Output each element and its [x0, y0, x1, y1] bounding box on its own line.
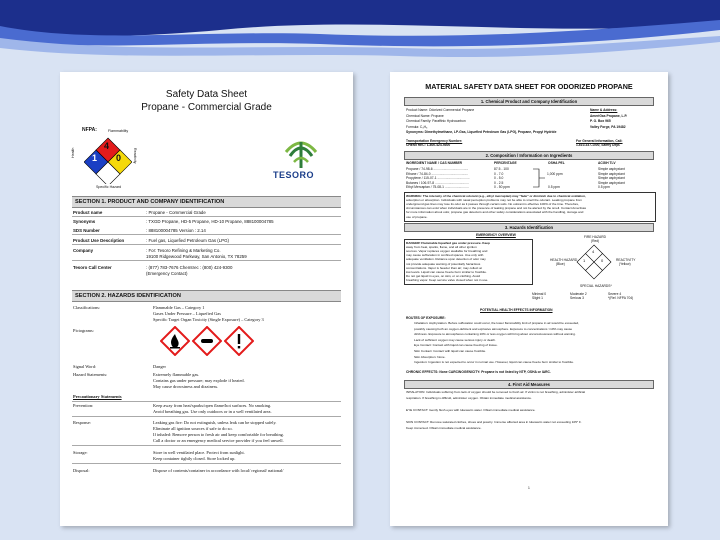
msds-section1-header: 1. Chemical Product and Company Identification [404, 97, 654, 106]
warning-line: use of propane. [406, 214, 428, 219]
hazard-statement-1: Extremely flammable gas. [153, 372, 200, 377]
response-1: Leaking gas fire: Do not extinguish, unless leak can be stopped safely. [153, 420, 277, 425]
ingredient-cell: 0 - 7.0 [494, 171, 504, 176]
row-divider [72, 216, 341, 217]
product-info-line: Chemical Family: Paraffinic Hydrocarbon [406, 119, 466, 123]
special-hazards-label: SPECIAL HAZARDS* [580, 284, 612, 288]
ingredient-cell: 0 - 2.5 [494, 180, 504, 185]
section1-row-value: : (877) 783-7676 Chemtrec : (800) 424-9300 [146, 265, 233, 270]
product-info-line: Synonyms: Dimethylmethane, LP-Gas, Liquefied Petroleum Gas (LPG), Propane, Propyl Hydride [406, 130, 557, 134]
danger-line: may cause suffocation in confined spaces. Use only with [406, 253, 484, 258]
sds-subtitle: Propane - Commercial Grade [141, 102, 272, 113]
ingredient-cell: Simple asphyxiant [598, 176, 625, 181]
first-aid-line: SKIN CONTACT: Remove saturated clothes, shoes and jewelry. Immerse affected area in lukewarm water not exceeding 105° F. [406, 420, 582, 424]
nfpa-reactivity-value: 0 [116, 153, 122, 163]
response-3: If inhaled: Remove person to fresh air and keep comfortable for breathing. [153, 432, 284, 437]
section1-header: SECTION 1. PRODUCT AND COMPANY IDENTIFICATION [72, 196, 341, 208]
hazard-statement-2: Contains gas under pressure; may explode if heated. [153, 378, 245, 383]
company-address-line: P. O. Box 965 [590, 119, 611, 123]
nfpa-specific-label: Specific Hazard [96, 185, 122, 189]
nfpa-health-label: Health [71, 147, 75, 158]
scale-ref: *(Ref. NFPA 704) [608, 296, 634, 300]
section1-row-key: SDS Number [73, 228, 100, 233]
route-exposure-line: Inhalation: Asphyxiation. Before suffocation could occur, the lower flammability limit of propane in air would be exceeded, [414, 321, 580, 325]
exclamation-pictogram-icon [224, 326, 254, 356]
section1-row-value: : Fuel gas, Liquefied Petroleum Gas (LPG) [146, 238, 229, 243]
section1-row-value: 19100 Ridgewood Parkway, San Antonio, TX 78259 [146, 254, 247, 259]
first-aid-line: INHALATION: Individuals suffering from lack of oxygen should be removed to fresh air. If victim is not breathing, administer artificial [406, 390, 586, 394]
msds-section4-header: 4. First Aid Measures [404, 380, 654, 389]
emergency-overview-label: EMERGENCY OVERVIEW [476, 233, 516, 237]
reactivity-value: 0 [601, 258, 604, 263]
row-divider [72, 260, 341, 261]
ingredient-cell: 1,000 ppm [547, 172, 563, 176]
warning-line: WARNING: The intensity of the chemical odorant (e.g., ethyl mercaptan) may "fade" or diminish due to chemical oxidation, [406, 194, 586, 198]
tesoro-logo-icon [282, 132, 320, 170]
hazard-statement-3: May cause drowsiness and dizziness. [153, 384, 219, 389]
ingredient-cell: Butanes / 106-97-8 ..................................... [406, 180, 469, 185]
signal-word-label: Signal Word: [73, 364, 97, 369]
danger-line: away from heat, sparks, flame, and all other ignition [406, 245, 477, 250]
section1-row-value: : TXGD Propane, HD-5 Propane, HD-10 Propane, 888100004785 [146, 219, 274, 224]
fire-hazard-label: FIRE HAZARD [584, 235, 606, 239]
company-address-line: Valley Forge, PA 19482 [590, 124, 626, 129]
route-exposure-line: Ingestion: Ingestion is not expected to occur in normal use. However, liquid can cause freeze burn similar to frostbite. [414, 360, 574, 365]
transport-emergency-label: Transportation Emergency Number: [406, 139, 463, 143]
ingredient-cell: 0 - 5.0 [494, 176, 504, 181]
page-number: 1 [528, 486, 530, 490]
ingredient-cell: 0.5 ppm [548, 185, 560, 190]
classification-3: Specific Target Organ Toxicity (Single Exposure) – Category 3 [153, 317, 264, 322]
ingredient-header: INGREDIENT NAME / CAS NUMBER [406, 161, 463, 165]
chronic-effects: CHRONIC EFFECTS: None CARCINOGENICITY: Propane is not listed by NTP, OSHA or IARC. [406, 370, 551, 374]
section1-row-value: : 888100004785 Version : 2.14 [146, 228, 206, 233]
first-aid-line: EYE CONTACT: Gently flush eyes with lukewarm water. Obtain immediate medical assistance. [406, 408, 536, 412]
danger-line: not provide adequate warning of potentially hazardous [406, 261, 481, 266]
ingredient-header: ACGIH TLV [598, 161, 616, 165]
sds-title: Safety Data Sheet [165, 89, 248, 100]
ingredient-header: OSHA PEL [548, 161, 565, 165]
row-divider [72, 244, 341, 245]
precautionary-label: Precautionary Statements [73, 394, 122, 399]
warning-line: circumstances can exist when individuals are in the presence of leaking propane and not be alerted by the smell. Contact AmeriGas [406, 206, 587, 211]
classifications-label: Classifications: [73, 305, 101, 310]
scale-serious: Serious 3 [570, 296, 584, 300]
msds-section2-header: 2. Composition / Information on Ingredients [404, 151, 654, 160]
warning-line: underground gas lines may lose its odor as it passes through certain soils. No odorant is effective 100% of the time. Therefore, [406, 202, 580, 207]
section1-row-key: Synonyms [73, 219, 96, 224]
scale-severe: Severe 4 [608, 292, 622, 296]
section1-row-key: Company [73, 248, 94, 253]
danger-line: DANGER! Flammable liquefied gas under pressure. Keep [406, 241, 490, 245]
prevention-label: Prevention: [73, 403, 94, 408]
potential-health-title: POTENTIAL HEALTH EFFECTS INFORMATION [480, 308, 553, 312]
nfpa-flammability-label: Flammability [108, 129, 129, 133]
section1-row-key: Product name [73, 210, 103, 215]
ingredient-cell: Simple asphyxiant [598, 180, 625, 185]
ingredient-cell: Ethane / 74-84-0 ........................................ [406, 171, 469, 176]
section1-row-value: : Propane - Commercial Grade [146, 210, 206, 215]
storage-2: Keep container tightly closed. Store locked up. [153, 456, 236, 461]
reactivity-color: (Yellow) [619, 262, 631, 266]
nfpa-flammability-value: 4 [104, 141, 110, 151]
product-info-line: Product Name: Odorized Commercial Propane [406, 108, 475, 112]
ingredient-cell: Simple asphyxiant [598, 167, 625, 171]
msds-page [390, 72, 668, 526]
health-hazard-label: HEALTH HAZARD [550, 258, 578, 262]
disposal-text: Dispose of contents/container in accordance with local/ regional/ national/ [153, 468, 284, 473]
first-aid-line: Keep immersed. Obtain immediate medical assistance. [406, 426, 482, 430]
ingredient-cell: Ethyl Mercaptan / 75-08-1 .......................... [406, 185, 469, 190]
row-divider [72, 234, 341, 235]
ingredient-cell: Propane / 74-98-6 ...................................... [406, 167, 469, 171]
flame-pictogram-icon [160, 326, 190, 356]
ingredient-header: PERCENTAGE [494, 161, 517, 165]
warning-line: adsorption or absorption. Individuals with nasal perception problems may not be able to smell the odorant. Leaking propane from [406, 198, 582, 203]
section1-row-key: Product Use Description [73, 238, 125, 243]
ingredient-cell: 87.5 - 100 [494, 167, 509, 171]
response-2: Eliminate all ignition sources if safe to do so. [153, 426, 233, 431]
response-label: Response: [73, 420, 92, 425]
storage-label: Storage: [73, 450, 88, 455]
danger-line: adequate ventilation. Reliance upon detection of odor may [406, 257, 486, 262]
general-info-value: 1-610-337-1000, Safety Dept. [576, 143, 621, 147]
danger-line: breathing vapor. Keep service valve closed when not in use. [406, 277, 489, 282]
reactivity-label: REACTIVITY [616, 258, 636, 262]
ingredient-cell: Propylene / 115-07-1 ................................... [406, 176, 470, 181]
section1-row-value: (Emergency Contact) [146, 271, 188, 276]
general-info-label: For General Information, Call: [576, 139, 623, 143]
danger-line: Do not get liquid in eyes, on skin, or on clothing. Avoid [406, 273, 481, 278]
ingredient-cell: 0 - 50 ppm [494, 185, 510, 190]
scale-moderate: Moderate 2 [570, 292, 587, 296]
health-hazard-color: (Blue) [556, 262, 565, 266]
storage-1: Store in well ventilated place. Protect from sunlight. [153, 450, 245, 455]
safety-data-sheet-page [60, 72, 353, 526]
ingredient-cell: Simple asphyxiant [598, 171, 625, 176]
disposal-label: Disposal: [73, 468, 90, 473]
route-exposure-line: Lack of sufficient oxygen may cause serious injury or death. [414, 337, 496, 342]
tesoro-logo-text: TESORO [273, 170, 315, 180]
prevention-2: Avoid breathing gas. Use only outdoors or in a well ventilated area. [153, 409, 272, 414]
scale-minimal: Minimal 0 [532, 292, 547, 296]
route-exposure-line: Eye Contact: Contact with liquid can cause freezing of tissue. [414, 343, 498, 348]
nfpa-label: NFPA: [82, 127, 97, 133]
section1-row-value: : For: Tesoro Refining & Marketing Co. [146, 248, 221, 253]
scale-slight: Slight 1 [532, 296, 543, 300]
danger-line: concentrations. Vapor is heavier than air; may collect at [406, 265, 482, 270]
route-exposure-line: Skin Absorption: None. [414, 354, 446, 359]
nfpa-health-value: 1 [92, 153, 98, 163]
ingredient-cell: 0.5 ppm [598, 185, 610, 190]
classification-2: Gases Under Pressure – Liquefied Gas [153, 311, 221, 316]
section1-row-key: Tesoro Call Center [73, 265, 112, 270]
classification-1: Flammable Gas – Category 1 [153, 305, 205, 310]
prevention-1: Keep away from heat/sparks/open flame/hot surfaces. No smoking. [153, 403, 272, 408]
pel-bracket-icon [533, 168, 545, 188]
company-address-line: AmeriGas Propane, L.P. [590, 113, 628, 118]
msds-section3-header: 3. Hazards Identification [404, 223, 654, 232]
warning-line: for more information about odor, propane gas detectors and other safety considerations associated with the handling, storage and [406, 210, 584, 215]
route-exposure-line: possibly causing both an oxygen-deficient and explosive atmosphere. Exposure to concentrations >10% may cause [414, 326, 573, 331]
gas-cylinder-pictogram-icon [192, 326, 222, 356]
slide-header-swoosh [0, 0, 720, 80]
route-exposure-line: dizziness. Exposure to atmospheres containing 10% or less oxygen will bring about unconsciousness without warning. [414, 332, 576, 337]
fire-hazard-value: 4 [592, 249, 595, 254]
signal-word-value: Danger [153, 364, 166, 369]
nfpa-reactivity-label: Reactivity [133, 148, 137, 164]
product-info-line: Chemical Name: Propane [406, 113, 444, 118]
danger-line: low levels. Liquid can cause freeze burn similar to frostbite. [406, 269, 487, 274]
pictograms-label: Pictograms: [73, 328, 94, 333]
first-aid-line: respiration. If breathing is difficult, administer oxygen. Obtain immediate medical assistance. [406, 396, 532, 400]
danger-line: sources. Vapor replaces oxygen available for breathing and [406, 249, 488, 254]
product-info-line: Formula: C₃H₈ [406, 124, 428, 129]
fire-hazard-color: (Red) [591, 239, 600, 243]
section2-header: SECTION 2. HAZARDS IDENTIFICATION [72, 290, 341, 302]
hazard-statements-label: Hazard Statements: [73, 372, 108, 377]
route-exposure-line: Skin Contact: Contact with liquid can cause frostbite. [414, 349, 487, 353]
transport-emergency-value: CHEMTREC: 1-800-424-9300 [406, 143, 451, 147]
company-address-line: Name & Address: [590, 108, 618, 112]
routes-label: ROUTES OF EXPOSURE: [406, 316, 446, 320]
response-4: Call a doctor or an emergency medical service provider if you feel unwell. [153, 438, 284, 443]
msds-title: MATERIAL SAFETY DATA SHEET FOR ODORIZED PROPANE [425, 82, 633, 91]
health-hazard-value: 1 [583, 258, 586, 263]
